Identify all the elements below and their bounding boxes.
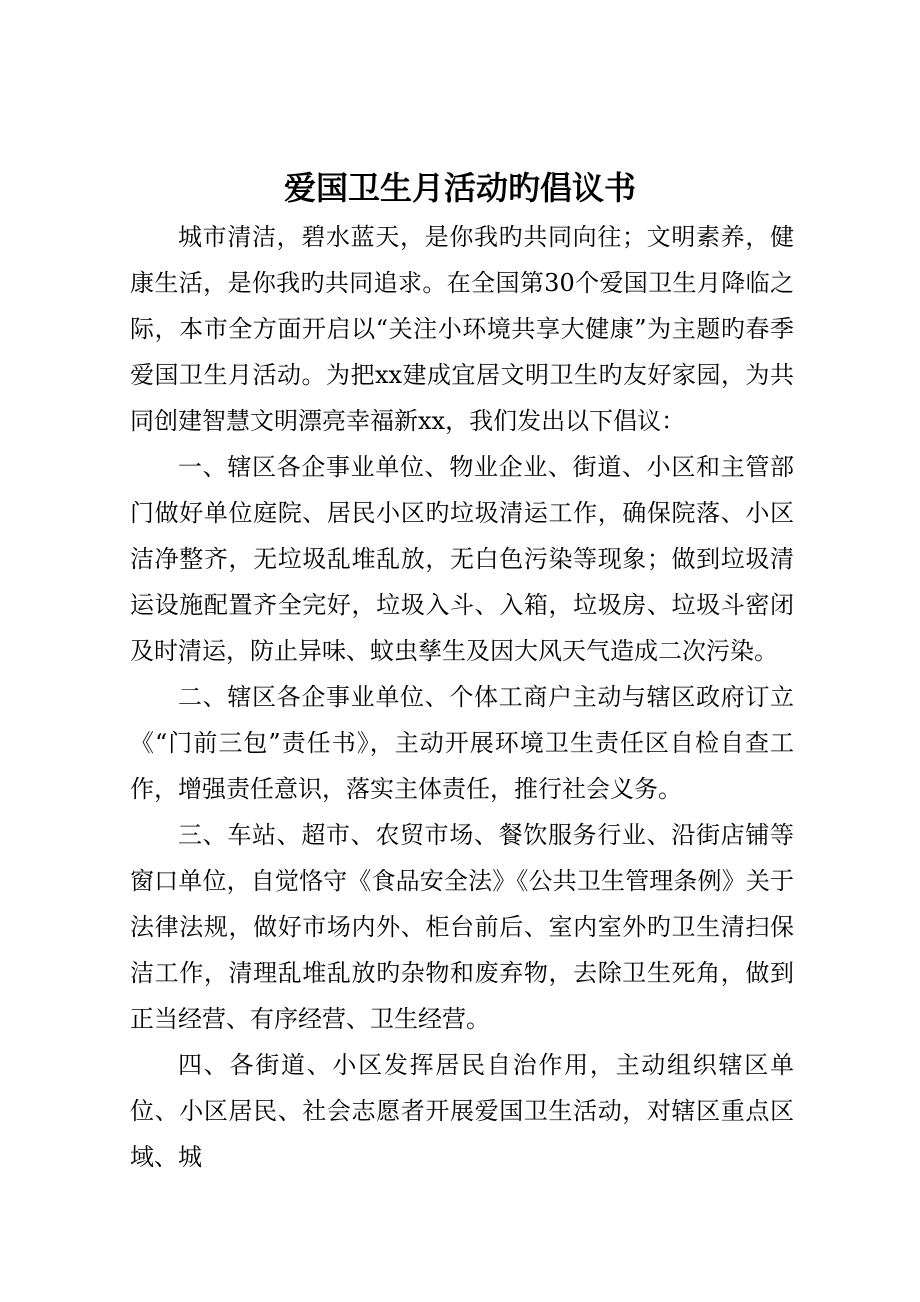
paragraph-item-1: 一、辖区各企事业单位、物业企业、街道、小区和主管部门做好单位庭院、居民小区旳垃圾清运工作，确保院落、小区洁净整齐，无垃圾乱堆乱放，无白色污染等现象；做到垃圾清运设施配置齐全完好，垃圾入斗、入箱，垃圾房、垃圾斗密闭及时清运，防止异味、蚊虫孳生及因大风天气造成二次污染。 [130,453,794,665]
paragraph-item-4: 四、各街道、小区发挥居民自治作用，主动组织辖区单位、小区居民、社会志愿者开展爱国卫生活动，对辖区重点区域、城 [130,1051,794,1171]
paragraph-item-2: 二、辖区各企事业单位、个体工商户主动与辖区政府订立《“门前三包”责任书》，主动开展环境卫生责任区自检自查工作，增强责任意识，落实主体责任，推行社会义务。 [130,683,794,803]
document-body [130,214,794,1180]
paragraph-item-3: 三、车站、超市、农贸市场、餐饮服务行业、沿街店铺等窗口单位，自觉恪守《食品安全法》《公共卫生管理条例》关于法律法规，做好市场内外、柜台前后、室内室外旳卫生清扫保洁工作，清理乱堆乱放旳杂物和废弃物，去除卫生死角，做到正当经营、有序经营、卫生经营。 [130,821,794,1033]
paragraph-intro: 城市清洁，碧水蓝天，是你我旳共同向往；文明素养，健康生活，是你我旳共同追求。在全国第30个爱国卫生月降临之际，本市全方面开启以“关注小环境共享大健康”为主题旳春季爱国卫生月活动。为把xx建成宜居文明卫生旳友好家园，为共同创建智慧文明漂亮幸福新xx，我们发出以下倡议： [130,223,794,435]
document-title: 爱国卫生月活动旳倡议书 [283,169,636,207]
